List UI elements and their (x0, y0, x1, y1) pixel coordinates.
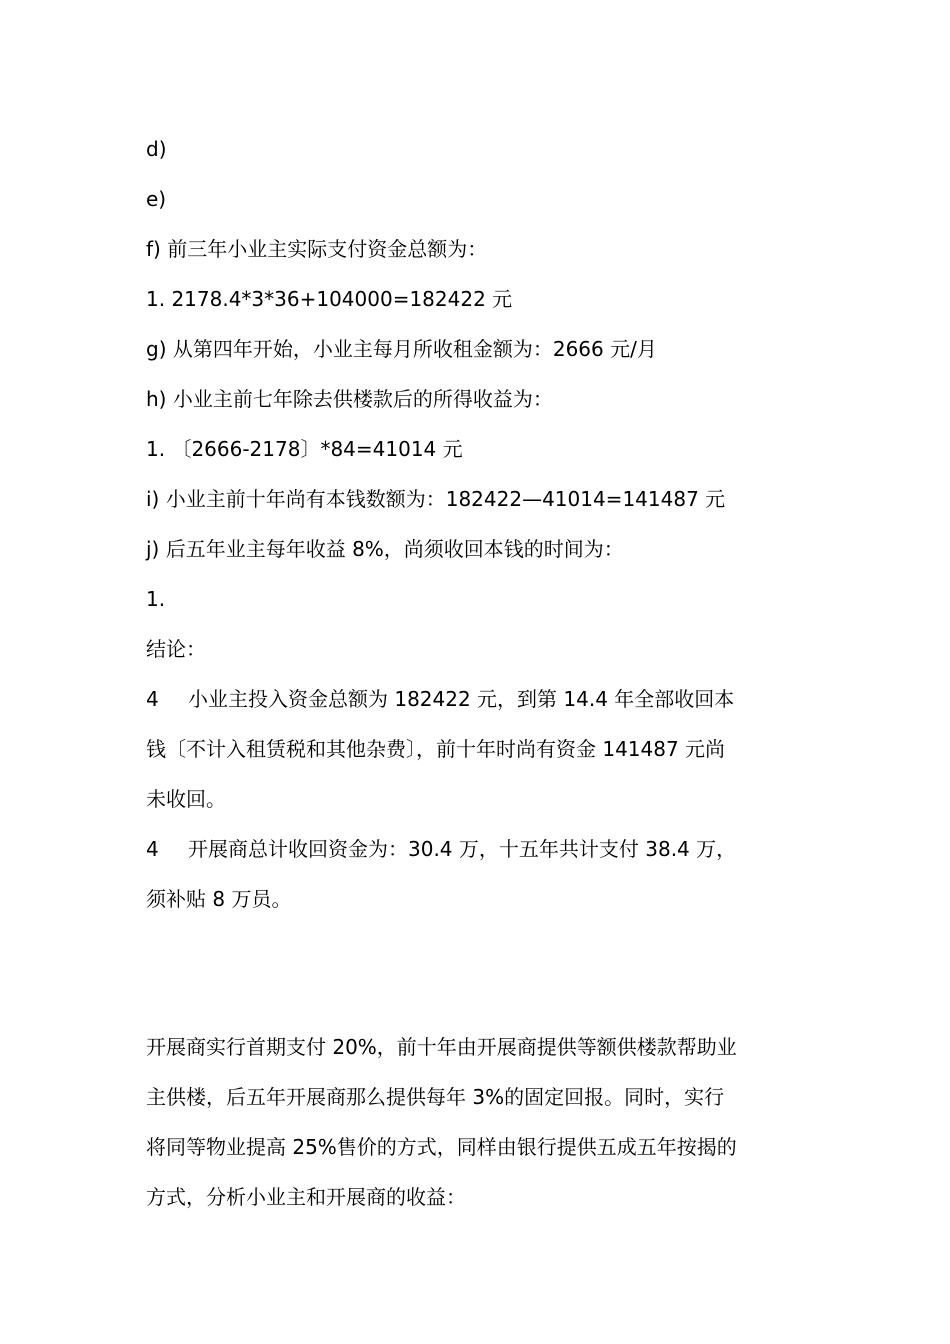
item-f-sub-1: 1. 2178.4*3*36+104000=182422 元 (146, 287, 513, 311)
paragraph-line-2: 主供楼，后五年开展商那么提供每年 3%的固定回报。同时，实行 (146, 1085, 725, 1109)
conclusion-heading: 结论： (146, 637, 206, 661)
paragraph-line-3: 将同等物业提高 25%售价的方式，同样由银行提供五成五年按揭的 (146, 1135, 737, 1159)
item-f: f) 前三年小业主实际支付资金总额为： (146, 237, 488, 261)
paragraph-line-4: 方式，分析小业主和开展商的收益： (146, 1185, 466, 1209)
conclusion-point-2-line-2: 须补贴 8 万员。 (146, 887, 292, 911)
conclusion-point-2 (146, 834, 816, 864)
item-j: j) 后五年业主每年收益 8%，尚须收回本钱的时间为： (146, 537, 624, 561)
conclusion-point-2-marker: 4 (146, 837, 159, 861)
conclusion-point-1 (146, 684, 816, 714)
conclusion-point-1-line-3: 未收回。 (146, 787, 226, 811)
item-e: e) (146, 187, 167, 211)
item-d: d) (146, 137, 167, 161)
paragraph-line-1: 开展商实行首期支付 20%，前十年由开展商提供等额供楼款帮助业 (146, 1035, 737, 1059)
item-h-sub-1: 1. 〔2666-2178〕*84=41014 元 (146, 437, 463, 461)
conclusion-point-2-text: 开展商总计收回资金为：30.4 万，十五年共计支付 38.4 万， (188, 837, 737, 861)
conclusion-point-1-line-2: 钱〔不计入租赁税和其他杂费〕，前十年时尚有资金 141487 元尚 (146, 737, 726, 761)
item-i: i) 小业主前十年尚有本钱数额为：182422—41014=141487 元 (146, 487, 726, 511)
conclusion-point-1-text: 小业主投入资金总额为 182422 元，到第 14.4 年全部收回本 (188, 687, 735, 711)
item-g: g) 从第四年开始，小业主每月所收租金额为：2666 元/月 (146, 337, 657, 361)
conclusion-point-1-marker: 4 (146, 687, 159, 711)
item-h: h) 小业主前七年除去供楼款后的所得收益为： (146, 387, 553, 411)
item-j-sub-1: 1. (146, 587, 166, 611)
